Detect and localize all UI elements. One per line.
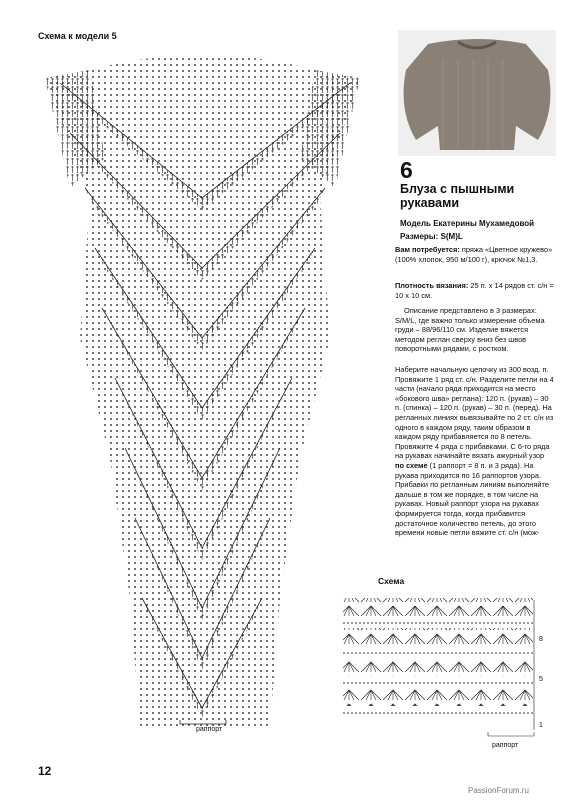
rapport-label-small: раппорт <box>492 742 519 749</box>
model-number: 6 <box>400 157 413 183</box>
schema-title: Схема к модели 5 <box>38 31 117 41</box>
materials-label: Вам потребуется: <box>395 245 460 254</box>
sizes-label: Размеры: <box>400 232 439 241</box>
model-title: Блуза с пышными рукавами <box>400 182 515 210</box>
row-number-8: 8 <box>539 636 543 643</box>
crochet-chart-small <box>338 590 538 740</box>
materials-paragraph <box>395 245 555 264</box>
materials-text: пряжа «Цветное кружево» (100% хлопок, 950 м/100 г), крючок №1,3. <box>395 245 553 264</box>
instructions-paragraph <box>395 365 555 538</box>
sizes-line <box>400 232 463 241</box>
rapport-label-main: раппорт <box>196 726 223 733</box>
instructions-bold: по схеме <box>395 460 428 470</box>
gauge-paragraph <box>395 281 555 300</box>
sizes-value: S(M)L <box>440 232 463 241</box>
model-author: Модель Екатерины Мухамедовой <box>400 219 535 228</box>
row-number-1: 1 <box>539 722 543 729</box>
model-photo <box>398 30 556 156</box>
instructions-text-2: (1 раппорт = 8 п. и 3 ряда). На рукава приходится по 16 раппортов узора. Прибавки по регланным линиям выполняйте дальше в том же порядке, в том числе на рукавах. Новый раппорт узора на рукавах формируется тогда, когда прибавится достаточное количество петель, до этого времени новые петли вяжите ст. с/н (мож- <box>395 460 549 538</box>
page-number: 12 <box>38 764 52 778</box>
watermark: PassionForum.ru <box>468 786 529 795</box>
intro-paragraph: Описание представлено в 3 размерах: S/M/L, где важно только измерение объема груди – 88/96/110 см. Изделие вяжется методом реглан сверху вниз без швов поворотными рядами, с ростком. <box>395 306 545 354</box>
small-schema-title: Схема <box>378 576 405 586</box>
instructions-text-1: Наберите начальную цепочку из 300 возд. п. Провяжите 1 ряд ст. с/н. Разделите петли на 4 части (начало ряда приходится на место «бокового шва» реглана): 120 п. (рукав) – 30 п. (спинка) – 120 п. (рукав) – 30 п. (перед). На регланных линиях вывязывайте по 2 ст. с/н из одного в каждом ряду, таким образом в каждом ряду прибавляется по 8 петель. Провяжите 4 ряда с прибавками. С 6-го ряда на рукавах начинайте вязать ажурный узор <box>395 365 554 461</box>
blouse-image <box>398 30 556 156</box>
gauge-label: Плотность вязания: <box>395 281 469 290</box>
row-number-5: 5 <box>539 676 543 683</box>
crochet-chart-main <box>30 38 375 738</box>
gauge-text: 25 п. х 14 рядов ст. с/н = 10 х 10 см. <box>395 281 554 300</box>
